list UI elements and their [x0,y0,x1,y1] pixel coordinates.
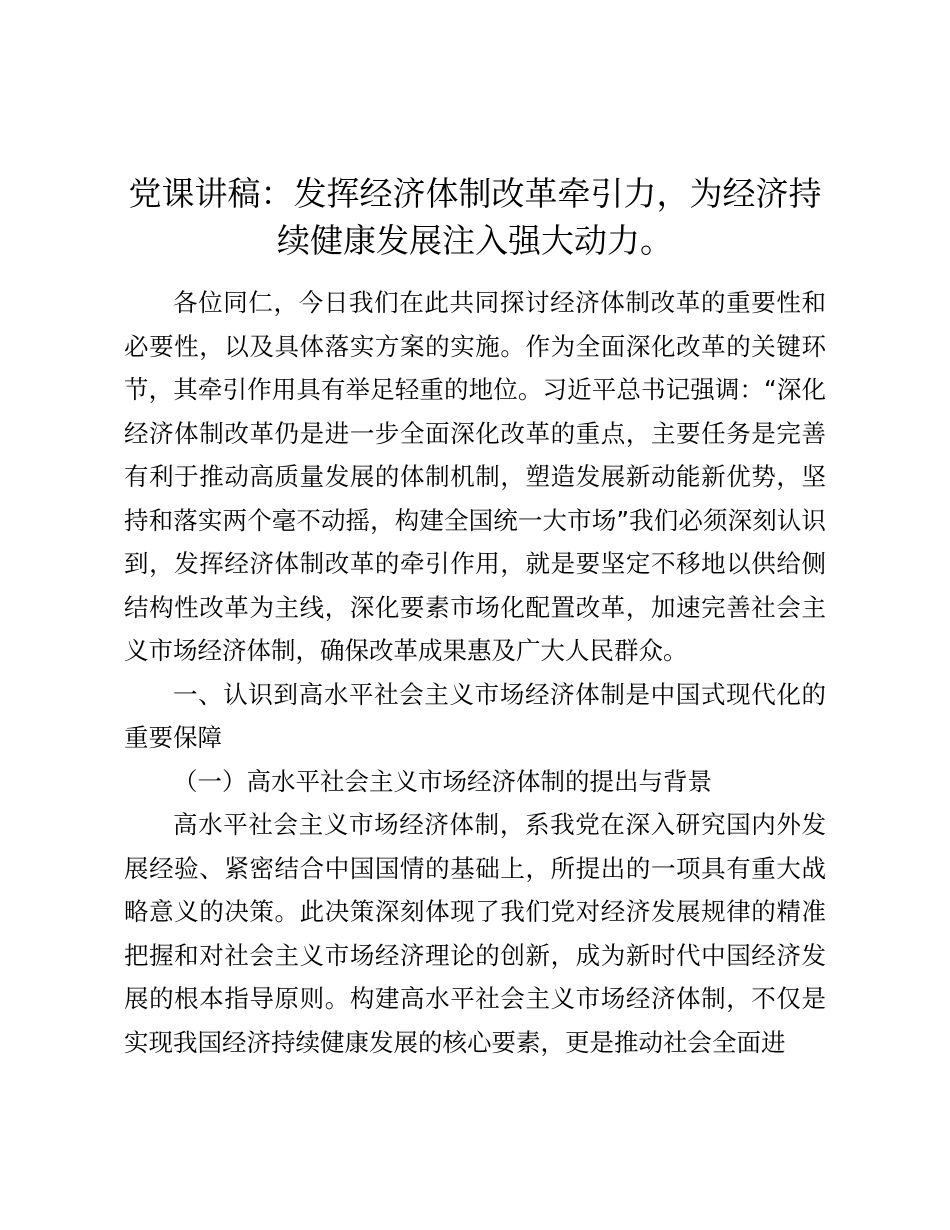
paragraph-intro: 各位同仁，今日我们在此共同探讨经济体制改革的重要性和必要性，以及具体落实方案的实施。作为全面深化改革的关键环节，其牵引作用具有举足轻重的地位。习近平总书记强调：“深化经济体制改革仍是进一步全面深化改革的重点，主要任务是完善有利于推动高质量发展的体制机制，塑造发展新动能新优势，坚持和落实两个毫不动摇，构建全国统一大市场”我们必须深刻认识到，发挥经济体制改革的牵引作用，就是要坚定不移地以供给侧结构性改革为主线，深化要素市场化配置改革，加速完善社会主义市场经济体制，确保改革成果惠及广大人民群众。 [124,288,826,665]
paragraph-subsection-1: 高水平社会主义市场经济体制，系我党在深入研究国内外发展经验、紧密结合中国国情的基础上，所提出的一项具有重大战略意义的决策。此决策深刻体现了我们党对经济发展规律的精准把握和对社会主义市场经济理论的创新，成为新时代中国经济发展的根本指导原则。构建高水平社会主义市场经济体制，不仅是实现我国经济持续健康发展的核心要素，更是推动社会全面进 [124,810,826,1057]
section-heading-1: 一、认识到高水平社会主义市场经济体制是中国式现代化的重要保障 [124,679,826,752]
document-body [124,281,826,1064]
document-title: 党课讲稿：发挥经济体制改革牵引力，为经济持续健康发展注入强大动力。 [128,174,822,260]
subsection-heading-1: （一）高水平社会主义市场经济体制的提出与背景 [173,766,712,796]
